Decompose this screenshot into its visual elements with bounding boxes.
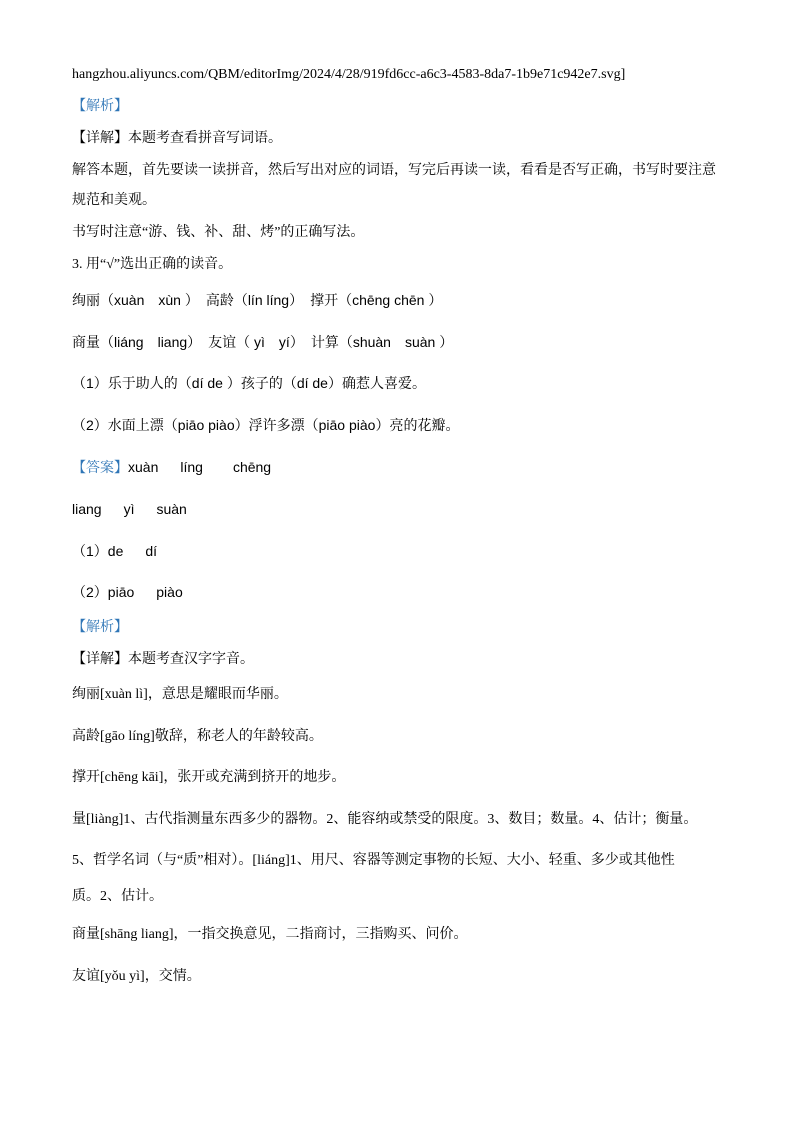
detail-line <box>72 129 282 149</box>
answer-line <box>72 582 183 602</box>
detail-label: 【详解】 <box>72 131 128 146</box>
pinyin-choice-row: 商量（liáng liang） 友谊（ yì yí） 计算（shuàn suàn ） <box>72 334 454 350</box>
analysis-label: 【解析】 <box>72 99 128 114</box>
answer-value: piào <box>156 584 183 600</box>
paragraph-line: 规范和美观。 <box>72 193 156 208</box>
sub-question: （1）乐于助人的（dí de ）孩子的（dí de）确惹人喜爱。 <box>72 375 426 391</box>
explanation-line: 量[liàng]1、古代指测量东西多少的器物。2、能容纳或禁受的限度。3、数目；数量。4、估计；衡量。 <box>72 812 698 827</box>
answer-value: de <box>107 543 124 559</box>
answer-value: liang <box>72 501 102 517</box>
answer-value: suàn <box>156 501 187 517</box>
image-url-fragment: hangzhou.aliyuncs.com/QBM/editorImg/2024/4/28/919fd6cc-a6c3-4583-8da7-1b9e71c942e7.svg] <box>72 67 626 82</box>
explanation-line: 绚丽[xuàn lì]，意思是耀眼而华丽。 <box>72 687 288 702</box>
analysis-label: 【解析】 <box>72 620 128 635</box>
answer-label: 【答案】 <box>72 459 128 475</box>
answer-value: líng <box>180 459 203 475</box>
writing-note: 书写时注意“游、钱、补、甜、烤”的正确写法。 <box>72 225 365 240</box>
detail-label: 【详解】 <box>72 652 128 667</box>
question-stem: 3. 用“√”选出正确的读音。 <box>72 257 233 272</box>
answer-value: piāo <box>107 584 135 600</box>
answer-line <box>72 499 187 519</box>
answer-value: yì <box>123 501 135 517</box>
detail-line <box>72 650 254 670</box>
explanation-line: 高龄[gāo líng]敬辞，称老人的年龄较高。 <box>72 729 323 744</box>
answer-value: xuàn <box>128 459 159 475</box>
pinyin-choice-row: 绚丽（xuàn xùn ） 高龄（lín líng） 撑开（chēng chēn ） <box>72 292 443 308</box>
paragraph-line: 解答本题，首先要读一读拼音，然后写出对应的词语，写完后再读一读，看看是否写正确，书写时要注意 <box>72 163 716 178</box>
answer-value: dí <box>145 543 158 559</box>
answer-line <box>72 541 157 561</box>
answer-value: chēng <box>232 459 272 475</box>
explanation-line: 5、哲学名词（与“质”相对）。[liáng]1、用尺、容器等测定事物的长短、大小、轻重、多少或其他性 <box>72 853 675 868</box>
explanation-line: 友谊[yǒu yì]，交情。 <box>72 969 201 984</box>
explanation-line: 撑开[chēng kāi]，张开或充满到挤开的地步。 <box>72 770 346 785</box>
answer-prefix: （2） <box>72 584 108 600</box>
answer-line <box>72 457 271 477</box>
detail-text: 本题考查看拼音写词语。 <box>128 131 282 146</box>
sub-question: （2）水面上漂（piāo piào）浮许多漂（piāo piào）亮的花瓣。 <box>72 417 460 433</box>
detail-text: 本题考查汉字字音。 <box>128 652 254 667</box>
answer-prefix: （1） <box>72 543 108 559</box>
explanation-line: 商量[shāng liang]，一指交换意见，二指商讨，三指购买、问价。 <box>72 927 468 942</box>
explanation-line: 质。2、估计。 <box>72 889 163 904</box>
